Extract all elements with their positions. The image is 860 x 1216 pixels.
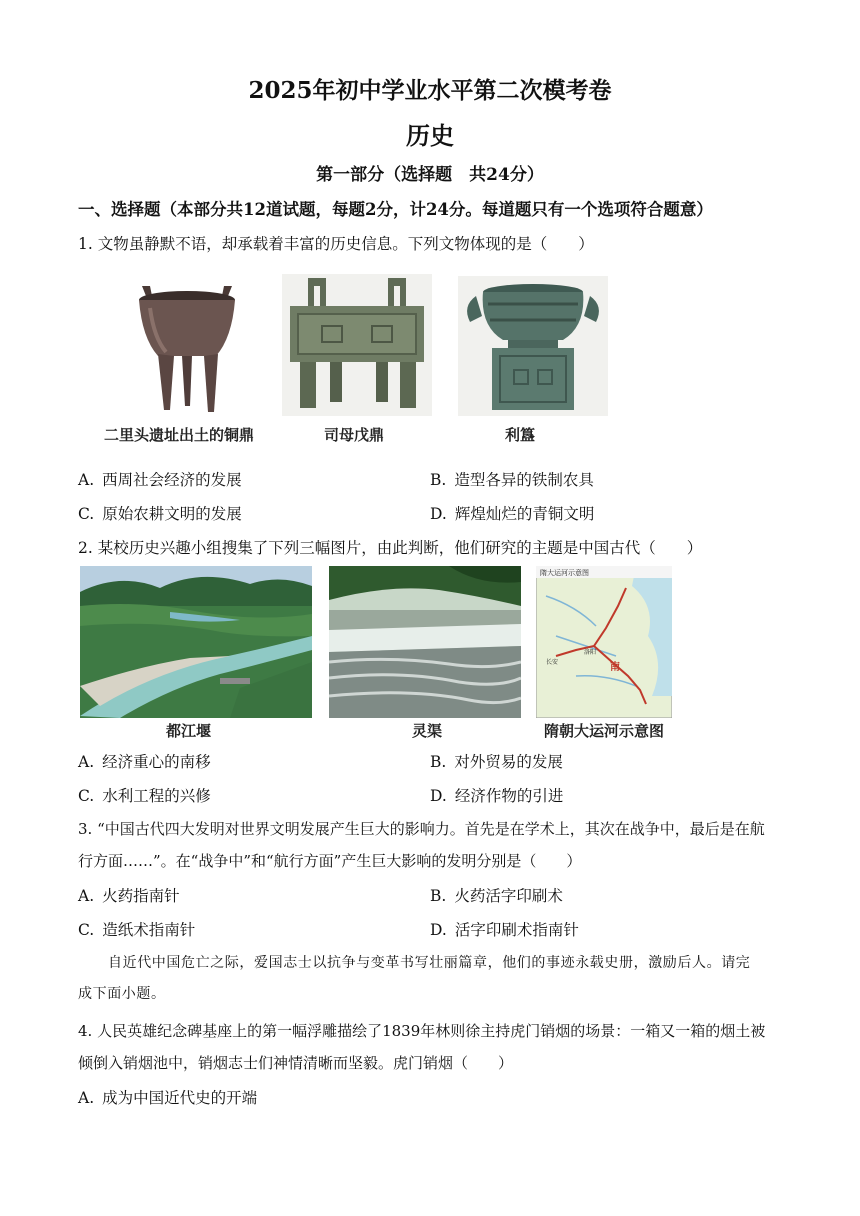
- dujiangyan-photo: [80, 566, 312, 718]
- sui-grand-canal-map: [536, 566, 672, 718]
- q2-option-a: A. 经济重心的南移: [78, 753, 211, 771]
- passage-line-1: 自近代中国危亡之际，爱国志士以抗争与变革书写壮丽篇章，他们的事迹永载史册，激励后人。请完: [108, 955, 751, 971]
- map-title: 隋大运河示意图: [540, 569, 589, 577]
- map-label-changan: 长安: [546, 659, 559, 666]
- q1-caption-3: 利簋: [505, 426, 536, 444]
- q2-option-c: C. 水利工程的兴修: [78, 787, 211, 805]
- q1-caption-1: 二里头遗址出土的铜鼎: [104, 426, 255, 444]
- reading-passage: [78, 948, 778, 1010]
- q2-caption-2: 灵渠: [412, 722, 443, 740]
- exam-title: 2025年初中学业水平第二次模考卷: [248, 77, 612, 104]
- q4-option-a: A. 成为中国近代史的开端: [78, 1089, 258, 1107]
- q3-option-d: D. 活字印刷术指南针: [430, 921, 579, 939]
- q2-stem: 2. 某校历史兴趣小组搜集了下列三幅图片，由此判断，他们研究的主题是中国古代（ ）: [78, 539, 703, 557]
- q1-stem: 1. 文物虽静默不语，却承载着丰富的历史信息。下列文物体现的是（ ）: [78, 235, 594, 253]
- q1-option-a: A. 西周社会经济的发展: [78, 471, 242, 489]
- q2-caption-3: 隋朝大运河示意图: [544, 722, 665, 740]
- q4-stem-line2: 倾倒入销烟池中，销烟志士们神情清晰而坚毅。虎门销烟（ ）: [78, 1054, 514, 1072]
- part-heading: 第一部分（选择题 共24分）: [316, 165, 544, 185]
- lingqu-photo: [329, 566, 521, 718]
- q2-caption-1: 都江堰: [166, 722, 212, 740]
- simuwu-ding-image: [282, 274, 432, 416]
- q1-caption-2: 司母戊鼎: [324, 426, 385, 444]
- q3-option-a: A. 火药指南针: [78, 887, 180, 905]
- q3-stem-line2: 行方面……”。在“战争中”和“航行方面”产生巨大影响的发明分别是（ ）: [78, 852, 582, 870]
- ligui-image: [458, 276, 608, 416]
- q2-option-d: D. 经济作物的引进: [430, 787, 564, 805]
- passage-line-2: 成下面小题。: [78, 986, 166, 1002]
- q2-option-b: B. 对外贸易的发展: [430, 753, 563, 771]
- subject-title: 历史: [406, 121, 454, 150]
- erlitou-bronze-ding-image: [128, 278, 246, 418]
- q3-stem-line1: 3. “中国古代四大发明对世界文明发展产生巨大的影响力。首先是在学术上，其次在战争中，最后是在航: [78, 820, 765, 838]
- map-label-south: 南: [610, 662, 620, 673]
- q3-option-c: C. 造纸术指南针: [78, 921, 196, 939]
- q1-option-c: C. 原始农耕文明的发展: [78, 505, 242, 523]
- q1-option-b: B. 造型各异的铁制农具: [430, 471, 594, 489]
- q3-option-b: B. 火药活字印刷术: [430, 887, 563, 905]
- q1-option-d: D. 辉煌灿烂的青铜文明: [430, 505, 595, 523]
- q4-stem-line1: 4. 人民英雄纪念碑基座上的第一幅浮雕描绘了1839年林则徐主持虎门销烟的场景：一箱又一箱的烟土被: [78, 1022, 766, 1040]
- map-label-luoyang: 洛阳: [584, 649, 597, 656]
- section-heading: 一、选择题（本部分共12道试题，每题2分，计24分。每道题只有一个选项符合题意）: [78, 200, 713, 219]
